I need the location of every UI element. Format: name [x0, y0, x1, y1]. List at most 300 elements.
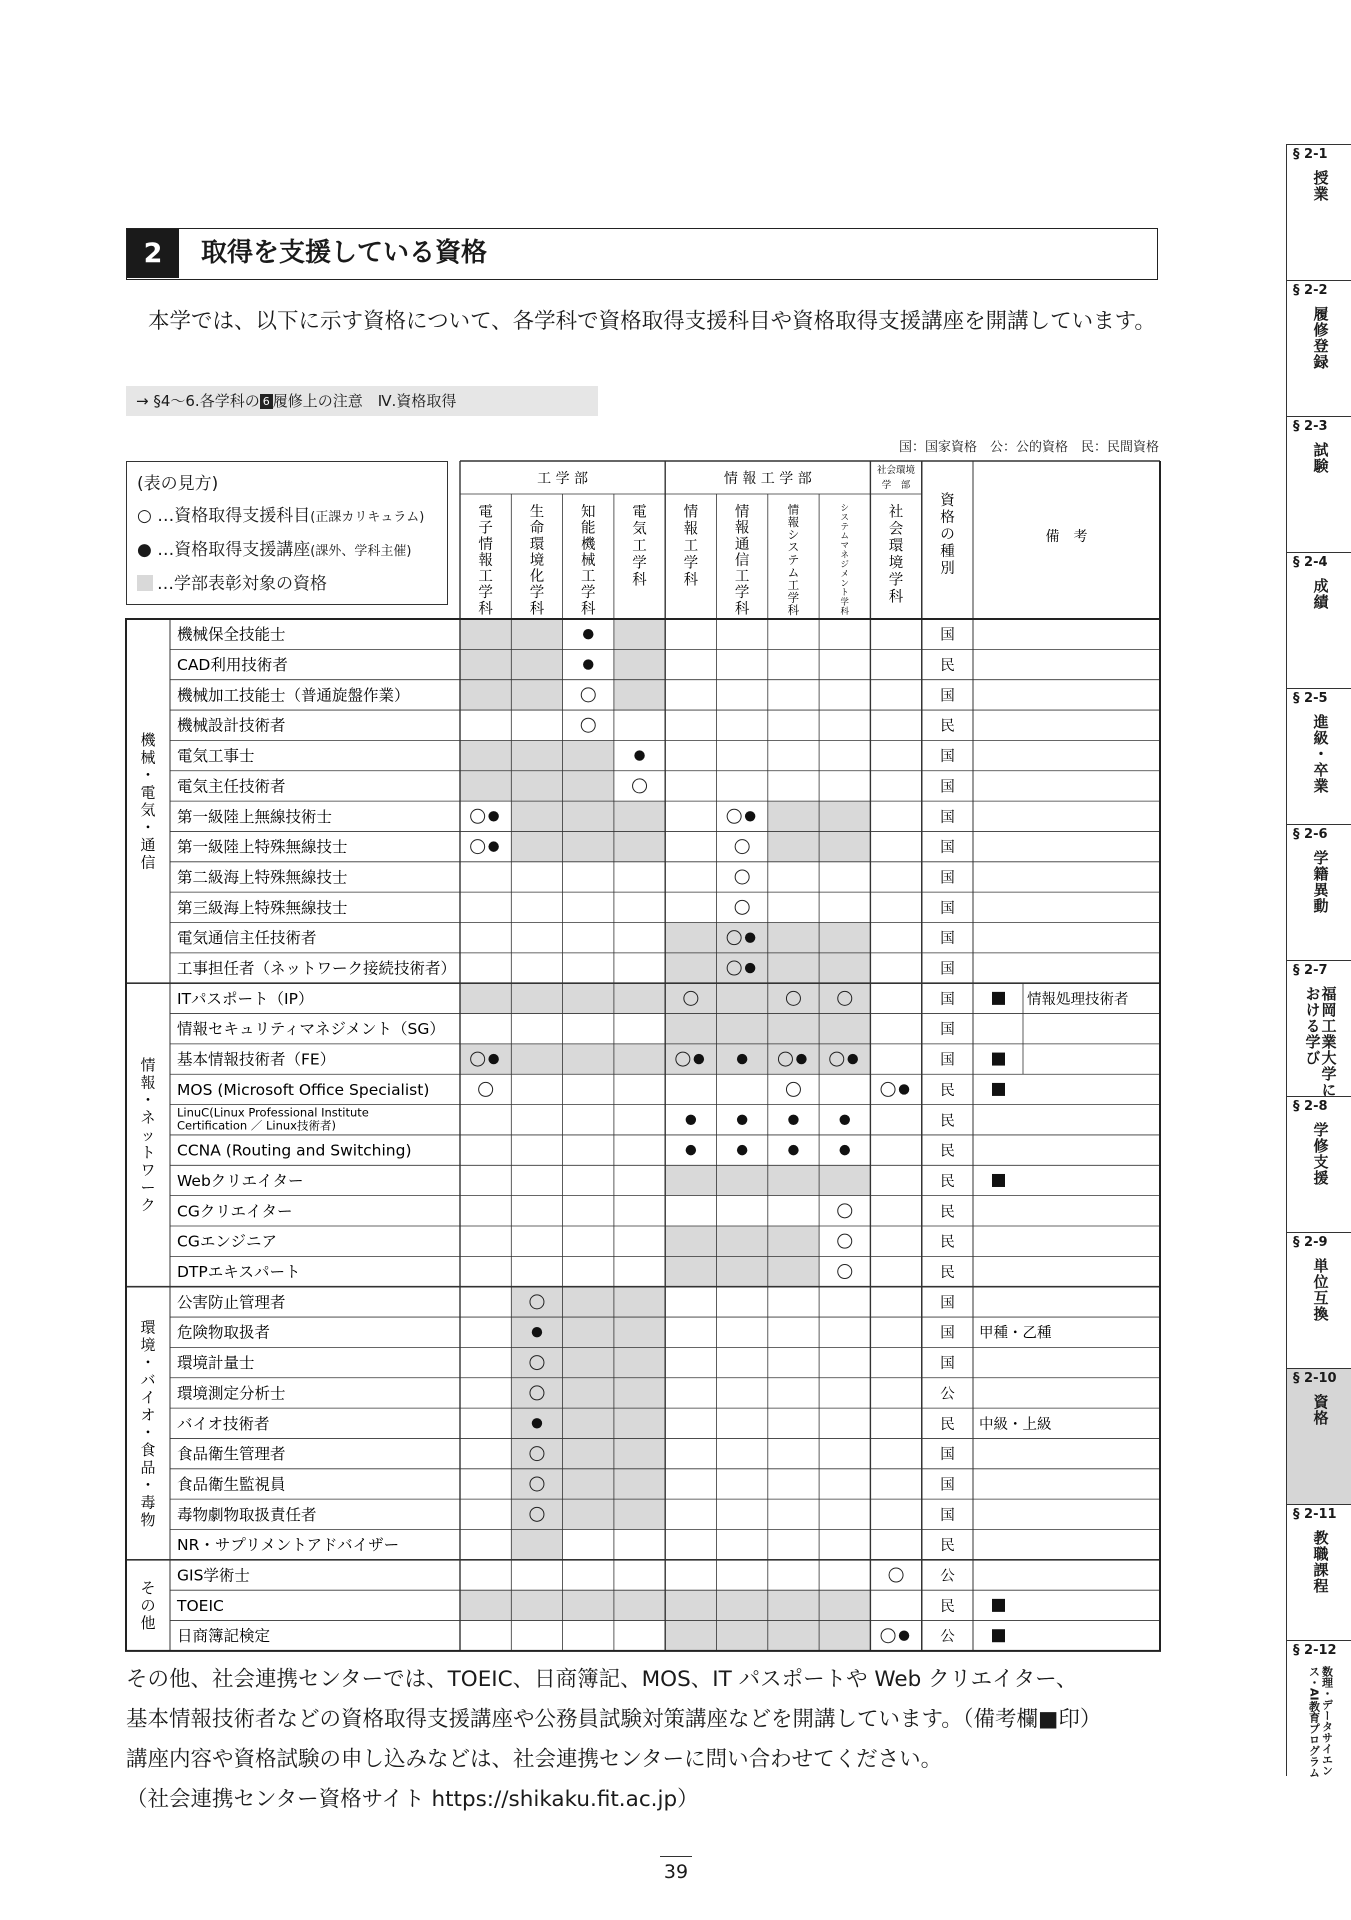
shaded-cell: [717, 923, 768, 953]
shaded-cell: [614, 983, 665, 1013]
side-tab-section: § 2-3: [1293, 419, 1328, 434]
shaded-cell: [460, 649, 511, 679]
side-tab-label: 進級・卒業: [1311, 714, 1330, 794]
side-tab-label: 教職課程: [1311, 1530, 1330, 1594]
shaded-cell: [819, 953, 870, 983]
qualification-name: 公害防止管理者: [177, 1293, 286, 1312]
side-tab[interactable]: [1286, 688, 1351, 824]
shaded-cell: [614, 1469, 665, 1499]
shaded-cell: [460, 983, 511, 1013]
qualification-name: 機械加工技能士（普通旋盤作業）: [177, 686, 410, 705]
shaded-cell: [511, 1378, 562, 1408]
qualification-type: 国: [940, 1507, 955, 1524]
type-header: 種: [940, 544, 955, 560]
side-tab-section: § 2-5: [1293, 691, 1328, 706]
section-side-tabs: [1286, 144, 1351, 1776]
side-tab-label: 単位互換: [1311, 1258, 1330, 1322]
qualification-type: 民: [940, 1173, 955, 1190]
group-label: ク: [140, 1196, 156, 1215]
qualification-type: 国: [940, 991, 955, 1008]
support-lecture-mark: [840, 1115, 850, 1125]
qualification-name: 環境測定分析士: [177, 1384, 286, 1403]
qualification-name: Certification ／ Linux技術者): [177, 1118, 336, 1133]
department-header: 知: [581, 504, 596, 521]
support-course-mark: [471, 809, 485, 823]
shaded-cell: [511, 680, 562, 710]
department-header: シ: [840, 502, 849, 513]
department-header: 工: [478, 569, 493, 586]
support-lecture-mark: [488, 1054, 498, 1064]
qualification-type: 民: [940, 1082, 955, 1099]
qualification-name: 日商簿記検定: [177, 1627, 271, 1646]
side-tab[interactable]: [1286, 1096, 1351, 1232]
qualification-name: 第二級海上特殊無線技士: [177, 868, 348, 887]
side-tab-label: 授業: [1311, 170, 1330, 202]
department-header: 科: [478, 601, 493, 618]
support-lecture-mark: [737, 1145, 747, 1155]
support-lecture-mark: [532, 1327, 542, 1337]
shaded-cell: [819, 1044, 870, 1074]
qualification-type: 公: [940, 1629, 955, 1646]
shaded-cell: [460, 740, 511, 770]
support-course-mark: [727, 809, 741, 823]
side-tab-section: § 2-1: [1293, 147, 1328, 162]
side-tab-label: 成績: [1311, 578, 1330, 610]
qualification-type: 国: [940, 1022, 955, 1039]
faculty-header: 社会環境: [877, 465, 916, 476]
shaded-cell: [511, 649, 562, 679]
qualification-name: NR・サプリメントアドバイザー: [177, 1536, 400, 1555]
shaded-cell: [614, 1499, 665, 1529]
shaded-cell: [460, 1590, 511, 1620]
support-lecture-mark: [745, 811, 755, 821]
department-header: 工: [581, 569, 596, 586]
department-header: ス: [787, 540, 800, 555]
qualification-name: 電気主任技術者: [177, 777, 286, 796]
qualification-type: 国: [940, 688, 955, 705]
center-course-mark: [992, 1083, 1005, 1096]
group-label: 機: [140, 731, 156, 750]
side-tab-section: § 2-4: [1293, 555, 1328, 570]
shaded-cell: [819, 983, 870, 1013]
side-tab[interactable]: [1286, 1504, 1351, 1640]
department-header: 境: [529, 552, 545, 569]
shaded-cell: [511, 1287, 562, 1317]
group-label: 物: [140, 1510, 156, 1529]
shaded-cell: [819, 1014, 870, 1044]
shaded-cell: [511, 1530, 562, 1560]
group-label: 食: [140, 1440, 156, 1459]
support-lecture-mark: [583, 659, 593, 669]
support-course-mark: [530, 1386, 544, 1400]
qualification-type: 民: [940, 1265, 955, 1282]
shaded-cell: [460, 619, 511, 649]
department-header: 情: [734, 504, 750, 521]
department-header: 環: [529, 536, 545, 553]
department-header: 工: [632, 538, 647, 555]
group-label: 通: [140, 836, 156, 855]
department-header: ト: [840, 587, 849, 598]
shaded-cell: [563, 1347, 614, 1377]
qualification-name: 食品衛生監視員: [177, 1475, 286, 1494]
reference-badge: 6: [260, 394, 273, 409]
support-course-mark: [786, 1082, 800, 1096]
group-label: そ: [140, 1579, 156, 1598]
qualification-type: 国: [940, 1052, 955, 1069]
group-label: 境: [140, 1335, 156, 1354]
shaded-cell: [563, 1590, 614, 1620]
support-course-mark: [830, 1052, 844, 1066]
department-header: ス: [840, 511, 849, 522]
group-label: 報: [140, 1073, 156, 1092]
closing-paragraph: [126, 1660, 1166, 1820]
shaded-cell: [819, 831, 870, 861]
department-header: 情: [787, 502, 800, 517]
support-lecture-mark: [583, 629, 593, 639]
shaded-cell: [460, 1044, 511, 1074]
group-label: ネ: [140, 1108, 156, 1127]
qualification-type: 国: [940, 627, 955, 644]
shaded-cell: [563, 1044, 614, 1074]
qualification-name: CGクリエイター: [177, 1202, 293, 1221]
shaded-cell: [511, 619, 562, 649]
group-label: ・: [140, 1475, 156, 1494]
support-lecture-mark: [745, 963, 755, 973]
side-tab[interactable]: [1286, 1368, 1351, 1504]
shaded-cell: [511, 983, 562, 1013]
shaded-cell: [563, 1469, 614, 1499]
side-tab[interactable]: [1286, 960, 1351, 1096]
department-header: 報: [734, 520, 750, 537]
support-course-mark: [881, 1082, 895, 1096]
shaded-cell: [563, 1499, 614, 1529]
shaded-cell: [768, 1165, 819, 1195]
group-label: 械: [140, 748, 156, 767]
shaded-cell: [563, 1287, 614, 1317]
support-lecture-mark: [737, 1115, 747, 1125]
department-header: 命: [529, 520, 545, 537]
support-course-mark: [735, 840, 749, 854]
shaded-cell: [717, 1621, 768, 1651]
shaded-cell: [819, 1165, 870, 1195]
qualification-type: 公: [940, 1386, 955, 1403]
group-label: 他: [140, 1614, 156, 1633]
department-header: 学: [632, 555, 647, 572]
qualification-name: CGエンジニア: [177, 1232, 277, 1251]
department-header: 械: [581, 552, 596, 569]
department-header: 子: [478, 520, 493, 537]
support-lecture-mark: [899, 1631, 909, 1641]
side-tab[interactable]: [1286, 1232, 1351, 1368]
section-title: 取得を支援している資格: [201, 238, 488, 268]
support-course-mark: [471, 1052, 485, 1066]
shaded-cell: [614, 1044, 665, 1074]
shaded-cell: [665, 1590, 716, 1620]
shaded-cell: [717, 1044, 768, 1074]
department-header: 科: [888, 589, 904, 606]
shaded-cell: [511, 771, 562, 801]
qualification-type: 国: [940, 1447, 955, 1464]
department-header: 通: [734, 536, 750, 553]
shaded-cell: [460, 680, 511, 710]
reference-link[interactable]: [126, 386, 598, 416]
department-header: 電: [478, 504, 493, 521]
support-course-mark: [471, 840, 485, 854]
qualification-name: 第一級陸上特殊無線技士: [177, 838, 348, 857]
department-header: 社: [888, 504, 904, 521]
side-tab-section: § 2-6: [1293, 827, 1328, 842]
group-label: 気: [140, 801, 156, 820]
support-course-mark: [735, 900, 749, 914]
faculty-header: 工 学 部: [537, 471, 589, 487]
support-lecture-mark: [694, 1054, 704, 1064]
note-text: 甲種・乙種: [979, 1325, 1052, 1342]
shaded-cell: [768, 1226, 819, 1256]
department-header: 生: [529, 504, 545, 521]
page-number: 39: [660, 1856, 692, 1883]
section-number: 2: [127, 229, 179, 278]
side-tab-label: 学籍異動: [1311, 850, 1330, 914]
qualification-type: 国: [940, 779, 955, 796]
support-course-mark: [530, 1295, 544, 1309]
department-header: 境: [888, 555, 904, 572]
support-course-mark: [479, 1082, 493, 1096]
group-label: 信: [140, 853, 156, 872]
side-tab-section: § 2-9: [1293, 1235, 1328, 1250]
shaded-cell: [511, 801, 562, 831]
support-course-mark: [838, 1234, 852, 1248]
shaded-cell: [717, 1226, 768, 1256]
department-header: 報: [787, 515, 800, 530]
support-lecture-mark: [745, 932, 755, 942]
note-text: 情報処理技術者: [1027, 991, 1129, 1008]
side-tab[interactable]: [1286, 824, 1351, 960]
outro-line: 基本情報技術者などの資格取得支援講座や公務員試験対策講座などを開講しています。（備考欄■印）: [126, 1707, 1102, 1732]
qualification-name: 毒物劇物取扱責任者: [177, 1505, 317, 1524]
shaded-cell: [665, 953, 716, 983]
group-label: ・: [140, 1091, 156, 1110]
table-frame: [126, 619, 1160, 1651]
shaded-cell: [614, 801, 665, 831]
department-header: 学: [888, 572, 904, 589]
side-tab[interactable]: [1286, 552, 1351, 688]
side-tab-label: 福岡工業大学における学び: [1303, 986, 1338, 1098]
shaded-cell: [768, 923, 819, 953]
group-label: ー: [140, 1178, 156, 1197]
department-header: 環: [888, 538, 904, 555]
support-course-mark: [676, 1052, 690, 1066]
group-label: オ: [140, 1405, 156, 1424]
shaded-cell: [511, 1590, 562, 1620]
qualification-name: 工事担任者（ネットワーク接続技術者）: [177, 959, 457, 978]
department-header: ム: [840, 530, 849, 541]
department-header: 学: [734, 585, 750, 602]
shaded-cell: [768, 983, 819, 1013]
center-course-mark: [992, 1599, 1005, 1612]
qualification-name: 第三級海上特殊無線技士: [177, 898, 348, 917]
shaded-cell: [511, 1347, 562, 1377]
side-tab-section: § 2-8: [1293, 1099, 1328, 1114]
shaded-cell: [819, 801, 870, 831]
qualification-name: TOEIC: [177, 1596, 224, 1615]
side-tab-section: § 2-12: [1293, 1643, 1337, 1658]
department-header: マ: [840, 540, 849, 551]
support-lecture-mark: [686, 1145, 696, 1155]
side-tab-label: 数理・データサイエンス・AI教育プログラム: [1307, 1666, 1334, 1778]
support-course-mark: [581, 718, 595, 732]
shaded-cell: [511, 1044, 562, 1074]
qualification-type: 民: [940, 1204, 955, 1221]
shaded-cell: [614, 1438, 665, 1468]
center-course-mark: [992, 1629, 1005, 1642]
group-label: ッ: [140, 1126, 156, 1145]
shaded-cell: [665, 1165, 716, 1195]
department-header: ジ: [840, 558, 849, 569]
side-tab-label: 試験: [1311, 442, 1330, 474]
department-header: 工: [787, 577, 800, 592]
group-label: 品: [140, 1458, 156, 1477]
shaded-cell: [665, 1621, 716, 1651]
qualification-type: 民: [940, 1234, 955, 1251]
center-course-mark: [992, 1053, 1005, 1066]
department-header: 会: [888, 521, 904, 538]
group-label: イ: [140, 1388, 156, 1407]
support-course-mark: [633, 779, 647, 793]
support-lecture-mark: [488, 811, 498, 821]
side-tab-section: § 2-10: [1293, 1371, 1337, 1386]
support-course-mark: [530, 1356, 544, 1370]
group-label: 情: [140, 1056, 156, 1075]
qualification-type: 民: [940, 1538, 955, 1555]
department-header: 学: [529, 585, 545, 602]
center-course-mark: [992, 992, 1005, 1005]
shaded-cell: [614, 1287, 665, 1317]
side-tab-label: 学修支援: [1311, 1122, 1330, 1186]
department-header: 学: [840, 596, 849, 607]
shaded-cell: [717, 983, 768, 1013]
support-course-mark: [727, 931, 741, 945]
side-tab[interactable]: [1286, 1640, 1351, 1776]
department-header: 気: [632, 521, 647, 538]
side-tab-section: § 2-2: [1293, 283, 1328, 298]
department-header: シ: [787, 527, 800, 542]
shaded-cell: [614, 1408, 665, 1438]
legend-row-circle: ○ …資格取得支援科目(正課カリキュラム): [137, 506, 425, 526]
side-tab[interactable]: [1286, 144, 1351, 280]
qualification-name: DTPエキスパート: [177, 1263, 301, 1282]
department-header: 機: [581, 536, 596, 553]
shaded-cell: [614, 1317, 665, 1347]
department-header: 学: [683, 555, 699, 572]
support-course-mark: [530, 1477, 544, 1491]
qualification-type-legend: 国：国家資格 公：公的資格 民：民間資格: [898, 440, 1159, 455]
department-header: 科: [529, 601, 545, 618]
qualification-name: 環境計量士: [177, 1354, 255, 1373]
shaded-cell: [614, 619, 665, 649]
group-label: ・: [140, 1423, 156, 1442]
type-header: の: [940, 527, 955, 543]
support-lecture-mark: [788, 1115, 798, 1125]
shade-swatch: [137, 575, 153, 591]
qualification-type: 民: [940, 658, 955, 675]
qualification-name: 機械保全技能士: [177, 625, 286, 644]
shaded-cell: [460, 771, 511, 801]
department-header: 学: [478, 585, 493, 602]
qualification-type: 公: [940, 1568, 955, 1585]
shaded-cell: [768, 1044, 819, 1074]
department-header: ム: [787, 565, 800, 580]
department-header: 工: [734, 569, 750, 586]
qualification-type: 国: [940, 1325, 955, 1342]
support-lecture-mark: [840, 1145, 850, 1155]
department-header: テ: [840, 521, 849, 532]
group-label: バ: [140, 1370, 156, 1389]
group-label: の: [140, 1596, 156, 1615]
note-text: 中級・上級: [979, 1416, 1052, 1433]
qualification-type: 民: [940, 1113, 955, 1130]
shaded-cell: [768, 1014, 819, 1044]
qualification-name: 危険物取扱者: [177, 1323, 271, 1342]
center-course-mark: [992, 1174, 1005, 1187]
support-lecture-mark: [686, 1115, 696, 1125]
support-course-mark: [530, 1447, 544, 1461]
qualification-type: 国: [940, 870, 955, 887]
qualification-type: 国: [940, 1356, 955, 1373]
group-label: ト: [140, 1143, 156, 1162]
support-lecture-mark: [788, 1145, 798, 1155]
shaded-cell: [511, 1317, 562, 1347]
department-header: 信: [734, 552, 750, 569]
legend-title: (表の見方): [137, 474, 219, 494]
qualification-name: 機械設計技術者: [177, 716, 286, 735]
department-header: 科: [840, 606, 849, 616]
qualification-type: 国: [940, 809, 955, 826]
type-header: 別: [940, 561, 955, 577]
qualification-name: Webクリエイター: [177, 1171, 304, 1190]
department-header: 情: [683, 504, 699, 521]
qualification-name: ITパスポート（IP）: [177, 989, 314, 1008]
support-course-mark: [735, 870, 749, 884]
shaded-cell: [563, 740, 614, 770]
qualification-type: 国: [940, 749, 955, 766]
qualification-name: LinuC(Linux Professional Institute: [177, 1105, 369, 1120]
shaded-cell: [511, 831, 562, 861]
department-header: 工: [683, 538, 699, 555]
reference-prefix: → §4〜6.各学科の: [136, 392, 260, 410]
group-label: ・: [140, 1353, 156, 1372]
group-label: 毒: [140, 1493, 156, 1512]
group-label: 環: [140, 1318, 156, 1337]
department-header: 報: [478, 552, 493, 569]
shaded-cell: [614, 680, 665, 710]
type-header: 資: [940, 493, 955, 509]
shaded-cell: [768, 953, 819, 983]
shaded-cell: [717, 1165, 768, 1195]
department-header: 情: [478, 536, 493, 553]
qualification-type: 国: [940, 961, 955, 978]
shaded-cell: [563, 831, 614, 861]
table-legend-box: [126, 461, 448, 605]
support-course-mark: [838, 991, 852, 1005]
support-lecture-mark: [796, 1054, 806, 1064]
shaded-cell: [563, 1378, 614, 1408]
side-tab-section: § 2-7: [1293, 963, 1328, 978]
side-tab[interactable]: [1286, 416, 1351, 552]
qualification-type: 国: [940, 931, 955, 948]
qualification-type: 民: [940, 1143, 955, 1160]
side-tab-label: 資格: [1311, 1394, 1330, 1426]
side-tab[interactable]: [1286, 280, 1351, 416]
